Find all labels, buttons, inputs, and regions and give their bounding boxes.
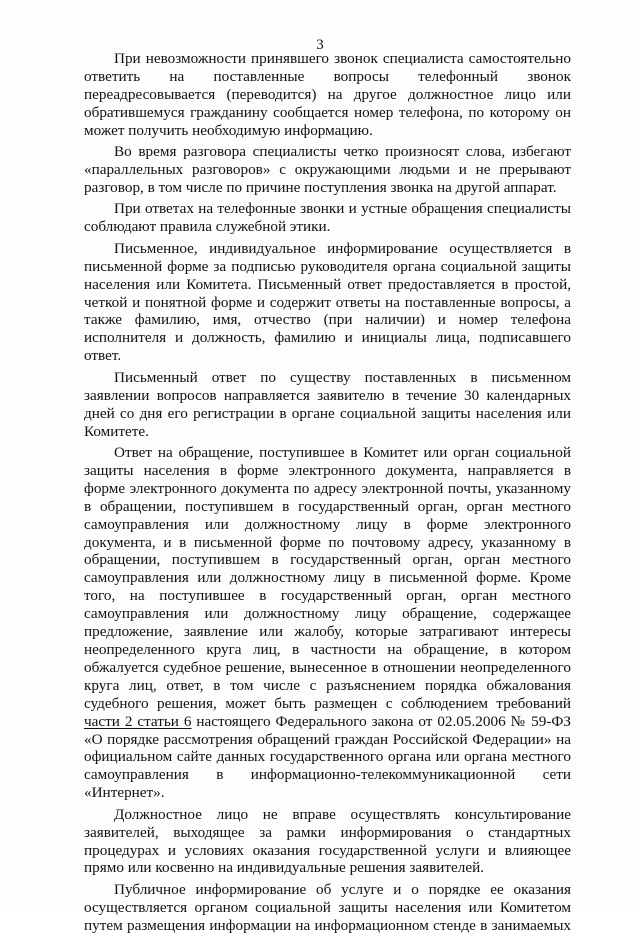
paragraph-written-informing: Письменное, индивидуальное информирование осуществляется в письменной форме за подписью руководителя органа социальной защиты населения или Комитета. Письменный ответ предоставляется в простой, четкой и понятной форме и содержит ответы на поставленные вопросы, а также фамилию, имя, отчество (при наличии) и номер телефона исполнителя и должность, фамилию и инициалы лица, подписавшего ответ.: [84, 239, 571, 365]
law-reference-link[interactable]: части 2 статьи 6: [84, 712, 192, 730]
paragraph-public-informing: [84, 881, 571, 935]
electronic-answer-text-start: Ответ на обращение, поступившее в Комитет или орган социальной защиты населения в форме электронного документа, направляется в форме электронного документа по адресу электронной почты, указанному в обращении, поступившем в государственный орган, орган местного самоуправления или должностному лицу в форме электронного документа, и в письменной форме по почтовому адресу, указанному в обращении, поступившем в государственный орган, орган местного самоуправления или должностному лицу в письменной форме. Кроме того, на поступившее в государственный орган, орган местного самоуправления или должностному лицу обращение, содержащее предложение, заявление или жалобу, которые затрагивают интересы неопределенного круга лиц, в частности на обращение, в котором обжалуется судебное решение, вынесенное в отношении неопределенного круга лиц, ответ, в том числе с разъяснением порядка обжалования судебного решения, может быть размещен с соблюдением требований: [84, 444, 571, 712]
public-informing-line-2: осуществляется органом социальной защиты населения или Комитетом: [84, 898, 571, 916]
paragraph-consulting-limits: Должностное лицо не вправе осуществлять консультирование заявителей, выходящее за рамки информирования о стандартных процедурах и условиях оказания государственной услуги и влияющее прямо или косвенно на индивидуальные решения заявителей.: [84, 805, 571, 877]
public-informing-line-3: путем размещения информации на информационном стенде в занимаемых: [84, 916, 571, 934]
paragraph-service-ethics: При ответах на телефонные звонки и устные обращения специалисты соблюдают правила служебной этики.: [84, 200, 571, 236]
document-body: [84, 50, 571, 938]
public-informing-line-1: Публичное информирование об услуге и о порядке ее оказания: [114, 880, 571, 898]
electronic-answer-text-end: настоящего Федерального закона от 02.05.2006 № 59-ФЗ «О порядке рассмотрения обращений граждан Российской Федерации» на официальном сайте данных государственного органа или органа местного самоуправления в информационно-телекоммуникационной сети «Интернет».: [84, 712, 572, 802]
paragraph-electronic-answer: [84, 444, 571, 802]
paragraph-written-answer-term: Письменный ответ по существу поставленных в письменном заявлении вопросов направляется заявителю в течение 30 календарных дней со дня его регистрации в органе социальной защиты населения или Комитете.: [84, 368, 571, 440]
paragraph-redirect-call: При невозможности принявшего звонок специалиста самостоятельно ответить на поставленные вопросы телефонный звонок переадресовывается (переводится) на другое должностное лицо или обратившемуся гражданину сообщается номер телефона, по которому он может получить необходимую информацию.: [84, 50, 571, 139]
page-number: 3: [316, 37, 324, 53]
paragraph-conversation-rules: Во время разговора специалисты четко произносят слова, избегают «параллельных разговоров» с окружающими людьми и не прерывают разговор, в том числе по причине поступления звонка на другой аппарат.: [84, 143, 571, 196]
